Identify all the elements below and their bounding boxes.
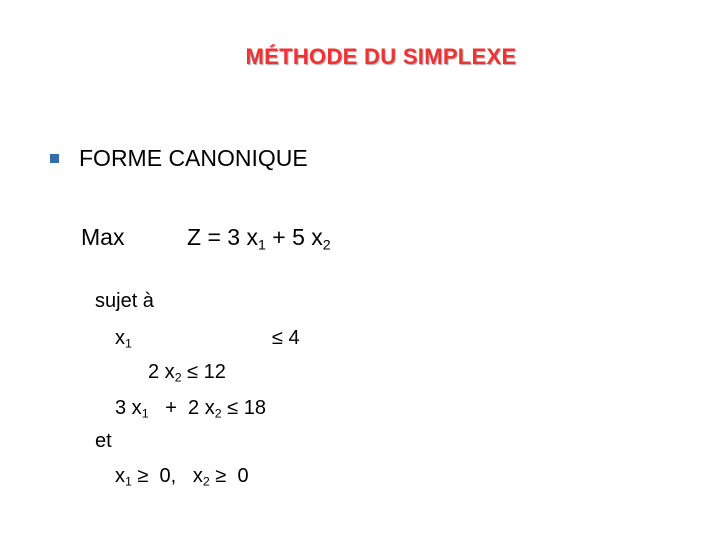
constraint-3-term-2: + 2 x: [148, 397, 215, 419]
constraint-3-term-1: 3 x: [115, 397, 142, 419]
constraint-3: [115, 397, 266, 420]
constraint-2-lhs: 2 x: [148, 361, 175, 383]
section-heading-row: [50, 142, 308, 174]
and-label: et: [95, 430, 112, 452]
constraint-1-rhs: ≤ 4: [272, 327, 300, 349]
slide-title: MÉTHODE DU SIMPLEXE: [245, 44, 517, 69]
objective-sub-2: 2: [322, 237, 331, 254]
constraint-1-sub: 1: [125, 336, 132, 351]
nonneg-var-1: x: [115, 465, 125, 487]
square-bullet-icon: [50, 154, 59, 163]
objective-z-term: Z = 3 x: [187, 224, 258, 250]
constraint-3-sub-2: 2: [214, 406, 222, 421]
subject-to-label: sujet à: [95, 290, 154, 312]
constraint-2-sub: 2: [174, 370, 182, 385]
objective-plus-term: + 5 x: [265, 224, 323, 250]
objective-function: [187, 224, 331, 254]
nonnegativity-constraints: [115, 465, 249, 488]
nonneg-sub-2: 2: [202, 474, 210, 489]
section-heading: FORME CANONIQUE: [79, 144, 308, 171]
constraint-2-rhs: ≤ 12: [181, 361, 226, 383]
objective-sub-1: 1: [257, 237, 266, 254]
nonneg-rel-1: ≥ 0, x: [131, 465, 203, 487]
constraint-3-sub-1: 1: [141, 406, 149, 421]
constraint-2: [148, 361, 226, 384]
constraint-1-var: x: [115, 327, 125, 349]
nonneg-rel-2: ≥ 0: [209, 465, 249, 487]
nonneg-sub-1: 1: [125, 474, 132, 489]
constraint-1-lhs: [115, 327, 132, 350]
objective-label: Max: [81, 224, 125, 250]
constraint-3-rhs: ≤ 18: [221, 397, 266, 419]
